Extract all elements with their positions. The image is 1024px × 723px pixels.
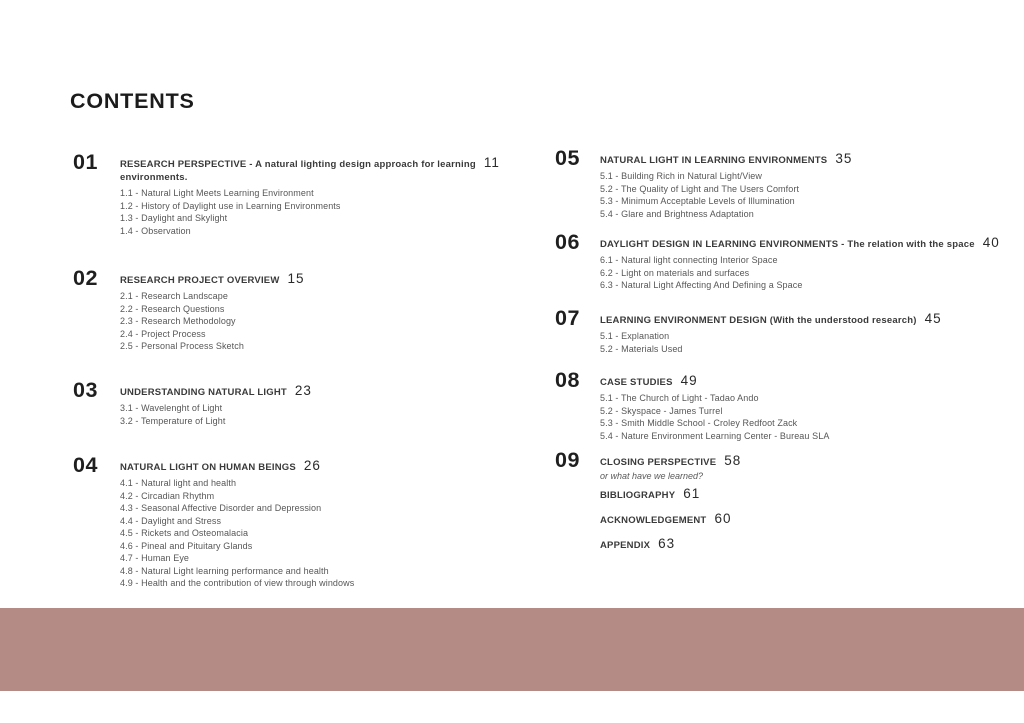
section-heading-text: LEARNING ENVIRONMENT DESIGN (With the understood research): [600, 315, 917, 326]
section-heading: [600, 454, 1010, 469]
toc-item: 4.8 - Natural Light learning performance and health: [120, 565, 329, 576]
section-page-number: 63: [658, 536, 676, 551]
section-heading-text: UNDERSTANDING NATURAL LIGHT: [120, 387, 287, 398]
section-number: 07: [555, 306, 580, 330]
section-page-number: 61: [683, 486, 701, 501]
toc-item: 4.1 - Natural light and health: [120, 478, 237, 488]
section-page-number: 40: [982, 235, 1000, 250]
toc-item: 6.2 - Light on materials and surfaces: [600, 267, 750, 278]
section-item-list: [600, 254, 1010, 292]
toc-item: 3.1 - Wavelenght of Light: [120, 403, 223, 413]
toc-item: 5.4 - Nature Environment Learning Center - Bureau SLA: [600, 430, 830, 441]
section-number: 08: [555, 368, 580, 392]
section-page-number: 23: [294, 383, 312, 398]
toc-item: 5.3 - Minimum Acceptable Levels of Illumination: [600, 196, 795, 206]
section-page-number: 35: [835, 151, 853, 166]
section-page-number: 26: [303, 458, 321, 473]
toc-item: 1.1 - Natural Light Meets Learning Environment: [120, 188, 314, 198]
toc-section-09: [555, 450, 1010, 482]
toc-section-08: [555, 370, 1010, 442]
toc-entry-acknowledgement: [600, 512, 1024, 527]
section-heading: [120, 384, 443, 399]
toc-section-04: [73, 455, 443, 590]
section-page-number: 15: [287, 271, 305, 286]
toc-item: 3.2 - Temperature of Light: [120, 415, 226, 426]
section-heading: [600, 312, 1010, 327]
toc-item: 2.3 - Research Methodology: [120, 316, 236, 326]
section-body: [600, 148, 1010, 220]
toc-item: 1.3 - Daylight and Skylight: [120, 213, 228, 223]
toc-item: 6.3 - Natural Light Affecting And Defining a Space: [600, 280, 803, 290]
toc-item: 5.2 - Skyspace - James Turrel: [600, 405, 723, 416]
toc-item: 5.2 - Materials Used: [600, 343, 683, 354]
section-number: 05: [555, 146, 580, 170]
footer-band: [0, 608, 1024, 691]
toc-item: 2.4 - Project Process: [120, 328, 206, 339]
toc-item: 4.9 - Health and the contribution of view through windows: [120, 578, 355, 588]
section-body: [600, 537, 1024, 552]
section-item-list: [120, 290, 443, 353]
section-number: 01: [73, 150, 98, 174]
toc-item: 5.1 - Explanation: [600, 331, 670, 341]
toc-item: 4.6 - Pineal and Pituitary Glands: [120, 540, 253, 551]
section-heading: [600, 374, 1010, 389]
section-page-number: 45: [924, 311, 942, 326]
section-heading: [600, 152, 1010, 167]
toc-item: 1.4 - Observation: [120, 225, 191, 236]
toc-section-01: [73, 150, 500, 237]
section-heading-text: CASE STUDIES: [600, 377, 673, 388]
section-item-list: [120, 187, 443, 237]
toc-item: 5.4 - Glare and Brightness Adaptation: [600, 208, 754, 219]
section-item-list: [600, 330, 1010, 355]
toc-item: 5.1 - The Church of Light - Tadao Ando: [600, 393, 759, 403]
toc-entry-bibliography: [600, 487, 1024, 502]
toc-item: 6.1 - Natural light connecting Interior Space: [600, 255, 778, 265]
section-page-number: 60: [714, 511, 732, 526]
section-body: [600, 232, 1010, 292]
section-heading: [600, 487, 1024, 502]
section-heading: [600, 512, 1024, 527]
section-body: [120, 268, 443, 353]
section-heading-text: BIBLIOGRAPHY: [600, 490, 676, 501]
toc-item: 4.4 - Daylight and Stress: [120, 515, 222, 526]
section-heading-continuation: environments.: [120, 172, 188, 183]
toc-item: 5.1 - Building Rich in Natural Light/View: [600, 171, 763, 181]
section-body: [120, 152, 500, 237]
toc-item: 5.3 - Smith Middle School - Croley Redfoot Zack: [600, 418, 798, 428]
toc-entry-appendix: [600, 537, 1024, 552]
toc-item: 2.5 - Personal Process Sketch: [120, 341, 244, 351]
section-body: [600, 450, 1010, 482]
toc-item: 5.2 - The Quality of Light and The Users Comfort: [600, 183, 800, 194]
section-body: [600, 370, 1010, 442]
toc-item: 4.3 - Seasonal Affective Disorder and Depression: [120, 503, 322, 513]
section-heading-text: ACKNOWLEDGEMENT: [600, 515, 707, 526]
section-heading-text: NATURAL LIGHT IN LEARNING ENVIRONMENTS: [600, 155, 828, 166]
section-heading-text: RESEARCH PERSPECTIVE - A natural lighting design approach for learning: [120, 159, 476, 170]
section-heading: [600, 537, 1024, 552]
page-title: CONTENTS: [70, 89, 195, 113]
toc-item: 4.7 - Human Eye: [120, 553, 190, 563]
section-heading-text: DAYLIGHT DESIGN IN LEARNING ENVIRONMENTS - The relation with the space: [600, 239, 975, 250]
toc-item: 2.2 - Research Questions: [120, 303, 225, 314]
section-number: 06: [555, 230, 580, 254]
toc-item: 4.2 - Circadian Rhythm: [120, 490, 215, 501]
section-heading: [120, 272, 443, 287]
section-body: [600, 512, 1024, 527]
toc-section-03: [73, 380, 443, 427]
section-body: [600, 308, 1010, 355]
section-item-list: [120, 402, 443, 427]
section-page-number: 49: [680, 373, 698, 388]
section-item-list: [600, 392, 1010, 442]
section-page-number: 58: [724, 453, 742, 468]
toc-section-02: [73, 268, 443, 353]
section-number: 03: [73, 378, 98, 402]
toc-item: 1.2 - History of Daylight use in Learning Environments: [120, 200, 341, 211]
section-heading-text: RESEARCH PROJECT OVERVIEW: [120, 275, 280, 286]
section-body: [120, 380, 443, 427]
section-heading: [120, 155, 500, 171]
section-item-list: [600, 170, 1010, 220]
section-number: 02: [73, 266, 98, 290]
section-heading: [120, 459, 443, 474]
section-heading-text: APPENDIX: [600, 540, 651, 551]
section-heading-text: CLOSING PERSPECTIVE: [600, 457, 717, 468]
section-number: 09: [555, 448, 580, 472]
toc-section-06: [555, 232, 1010, 292]
section-item-list: [120, 477, 443, 590]
section-page-number: 11: [483, 155, 500, 170]
toc-section-07: [555, 308, 1010, 355]
toc-item: 2.1 - Research Landscape: [120, 291, 228, 301]
toc-section-05: [555, 148, 1010, 220]
section-body: [600, 487, 1024, 502]
section-number: 04: [73, 453, 98, 477]
section-body: [120, 455, 443, 590]
section-subtitle: or what have we learned?: [600, 471, 704, 481]
section-heading-text: NATURAL LIGHT ON HUMAN BEINGS: [120, 462, 296, 473]
toc-item: 4.5 - Rickets and Osteomalacia: [120, 528, 249, 538]
section-heading: [600, 236, 1010, 251]
